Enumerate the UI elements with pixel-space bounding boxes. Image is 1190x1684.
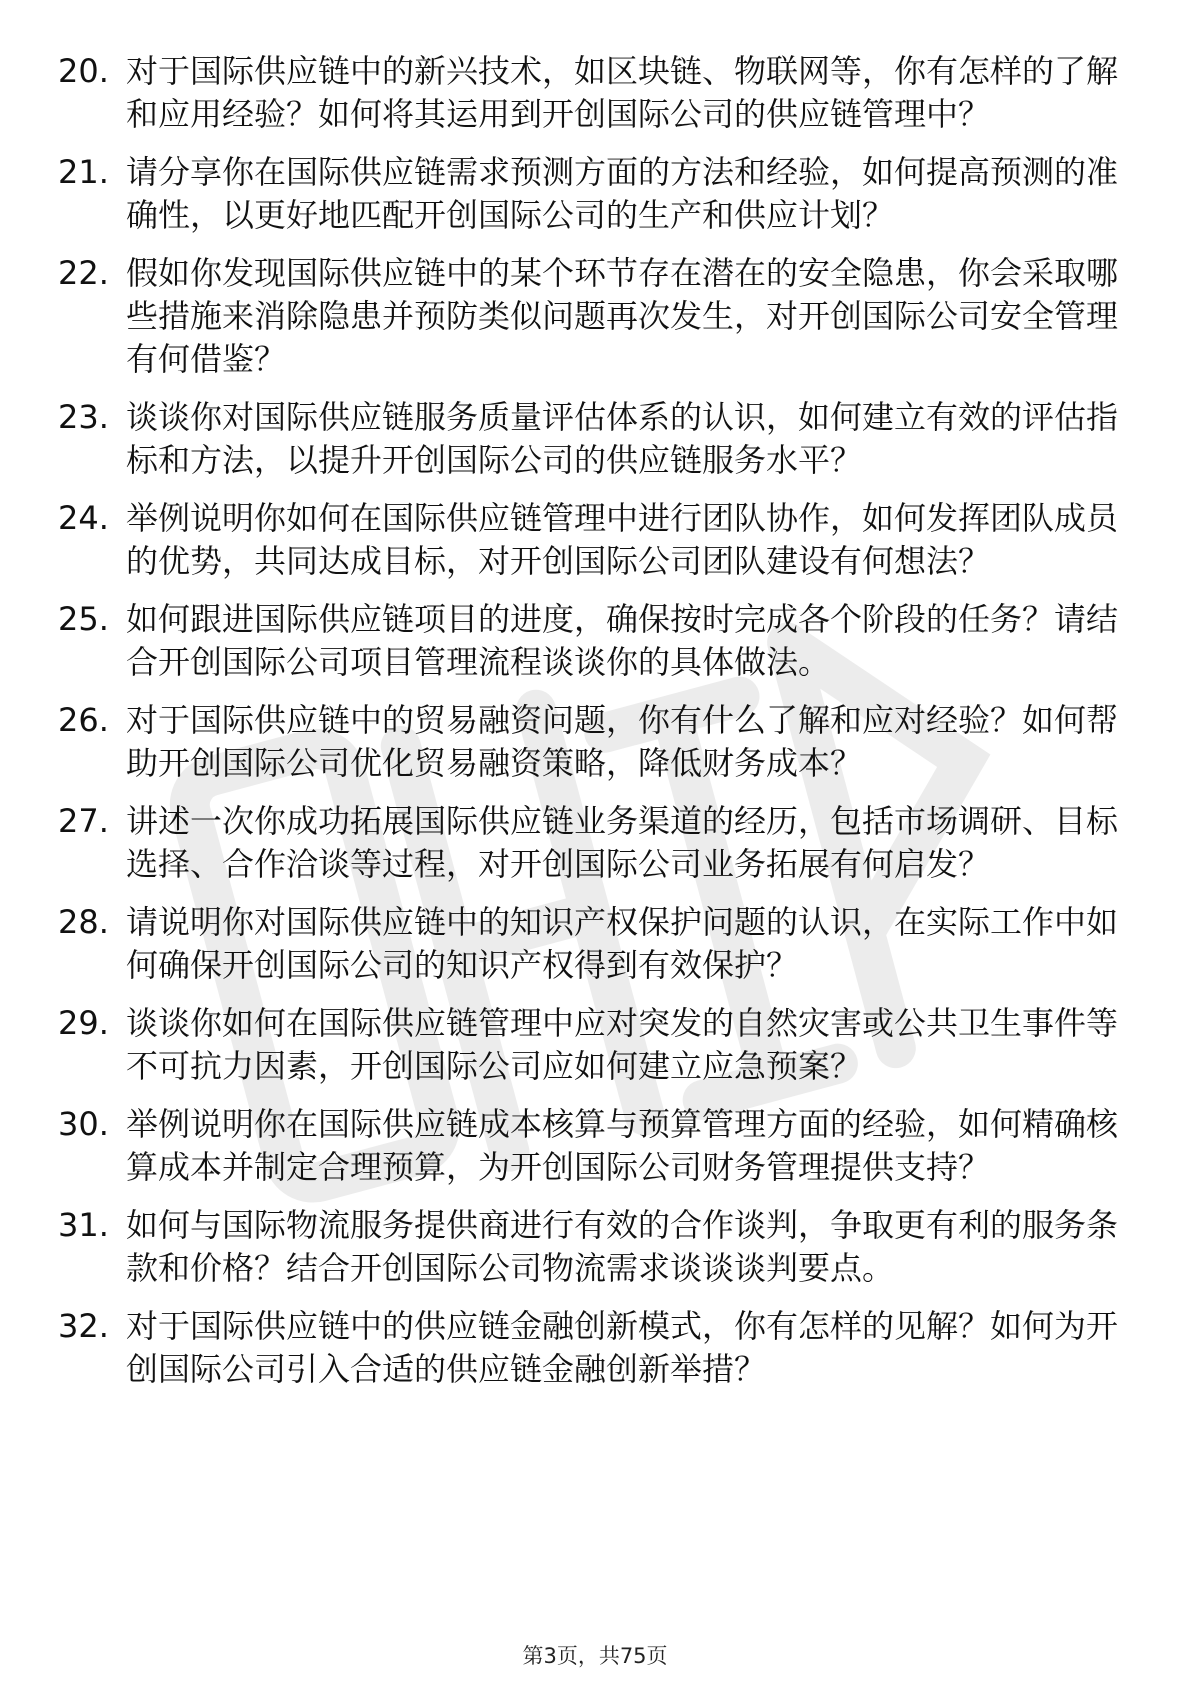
question-list	[58, 50, 1138, 1406]
question-number: 30.	[58, 1105, 109, 1143]
question-item	[58, 252, 1138, 381]
question-text: 对于国际供应链中的供应链金融创新模式，你有怎样的见解？如何为开创国际公司引入合适的供应链金融创新举措？	[126, 1307, 1119, 1388]
question-text: 讲述一次你成功拓展国际供应链业务渠道的经历，包括市场调研、目标选择、合作洽谈等过程，对开创国际公司业务拓展有何启发？	[126, 802, 1119, 883]
question-item	[58, 50, 1138, 136]
question-item	[58, 901, 1138, 987]
question-text: 对于国际供应链中的新兴技术，如区块链、物联网等，你有怎样的了解和应用经验？如何将其运用到开创国际公司的供应链管理中？	[126, 52, 1119, 133]
question-number: 21.	[58, 153, 109, 191]
question-item	[58, 1305, 1138, 1391]
question-number: 25.	[58, 600, 109, 638]
question-item	[58, 1103, 1138, 1189]
question-number: 31.	[58, 1206, 109, 1244]
question-item	[58, 497, 1138, 583]
question-number: 22.	[58, 254, 109, 292]
question-item	[58, 699, 1138, 785]
question-text: 请说明你对国际供应链中的知识产权保护问题的认识，在实际工作中如何确保开创国际公司的知识产权得到有效保护？	[126, 903, 1119, 984]
question-text: 假如你发现国际供应链中的某个环节存在潜在的安全隐患，你会采取哪些措施来消除隐患并预防类似问题再次发生，对开创国际公司安全管理有何借鉴？	[126, 254, 1119, 378]
question-number: 27.	[58, 802, 109, 840]
question-item	[58, 151, 1138, 237]
question-item	[58, 396, 1138, 482]
question-text: 谈谈你对国际供应链服务质量评估体系的认识，如何建立有效的评估指标和方法，以提升开创国际公司的供应链服务水平？	[126, 398, 1119, 479]
question-number: 28.	[58, 903, 109, 941]
question-number: 26.	[58, 701, 109, 739]
question-number: 29.	[58, 1004, 109, 1042]
question-item	[58, 1204, 1138, 1290]
question-number: 23.	[58, 398, 109, 436]
question-item	[58, 1002, 1138, 1088]
question-item	[58, 598, 1138, 684]
question-number: 20.	[58, 52, 109, 90]
question-text: 举例说明你如何在国际供应链管理中进行团队协作，如何发挥团队成员的优势，共同达成目标，对开创国际公司团队建设有何想法？	[126, 499, 1119, 580]
question-text: 谈谈你如何在国际供应链管理中应对突发的自然灾害或公共卫生事件等不可抗力因素，开创国际公司应如何建立应急预案？	[126, 1004, 1119, 1085]
page-footer: 第3页，共75页	[522, 1644, 668, 1668]
question-number: 32.	[58, 1307, 109, 1345]
question-number: 24.	[58, 499, 109, 537]
question-text: 如何跟进国际供应链项目的进度，确保按时完成各个阶段的任务？请结合开创国际公司项目管理流程谈谈你的具体做法。	[126, 600, 1119, 681]
question-text: 对于国际供应链中的贸易融资问题，你有什么了解和应对经验？如何帮助开创国际公司优化贸易融资策略，降低财务成本？	[126, 701, 1119, 782]
question-text: 请分享你在国际供应链需求预测方面的方法和经验，如何提高预测的准确性，以更好地匹配开创国际公司的生产和供应计划？	[126, 153, 1119, 234]
question-text: 举例说明你在国际供应链成本核算与预算管理方面的经验，如何精确核算成本并制定合理预算，为开创国际公司财务管理提供支持？	[126, 1105, 1119, 1186]
question-text: 如何与国际物流服务提供商进行有效的合作谈判，争取更有利的服务条款和价格？结合开创国际公司物流需求谈谈谈判要点。	[126, 1206, 1119, 1287]
question-item	[58, 800, 1138, 886]
